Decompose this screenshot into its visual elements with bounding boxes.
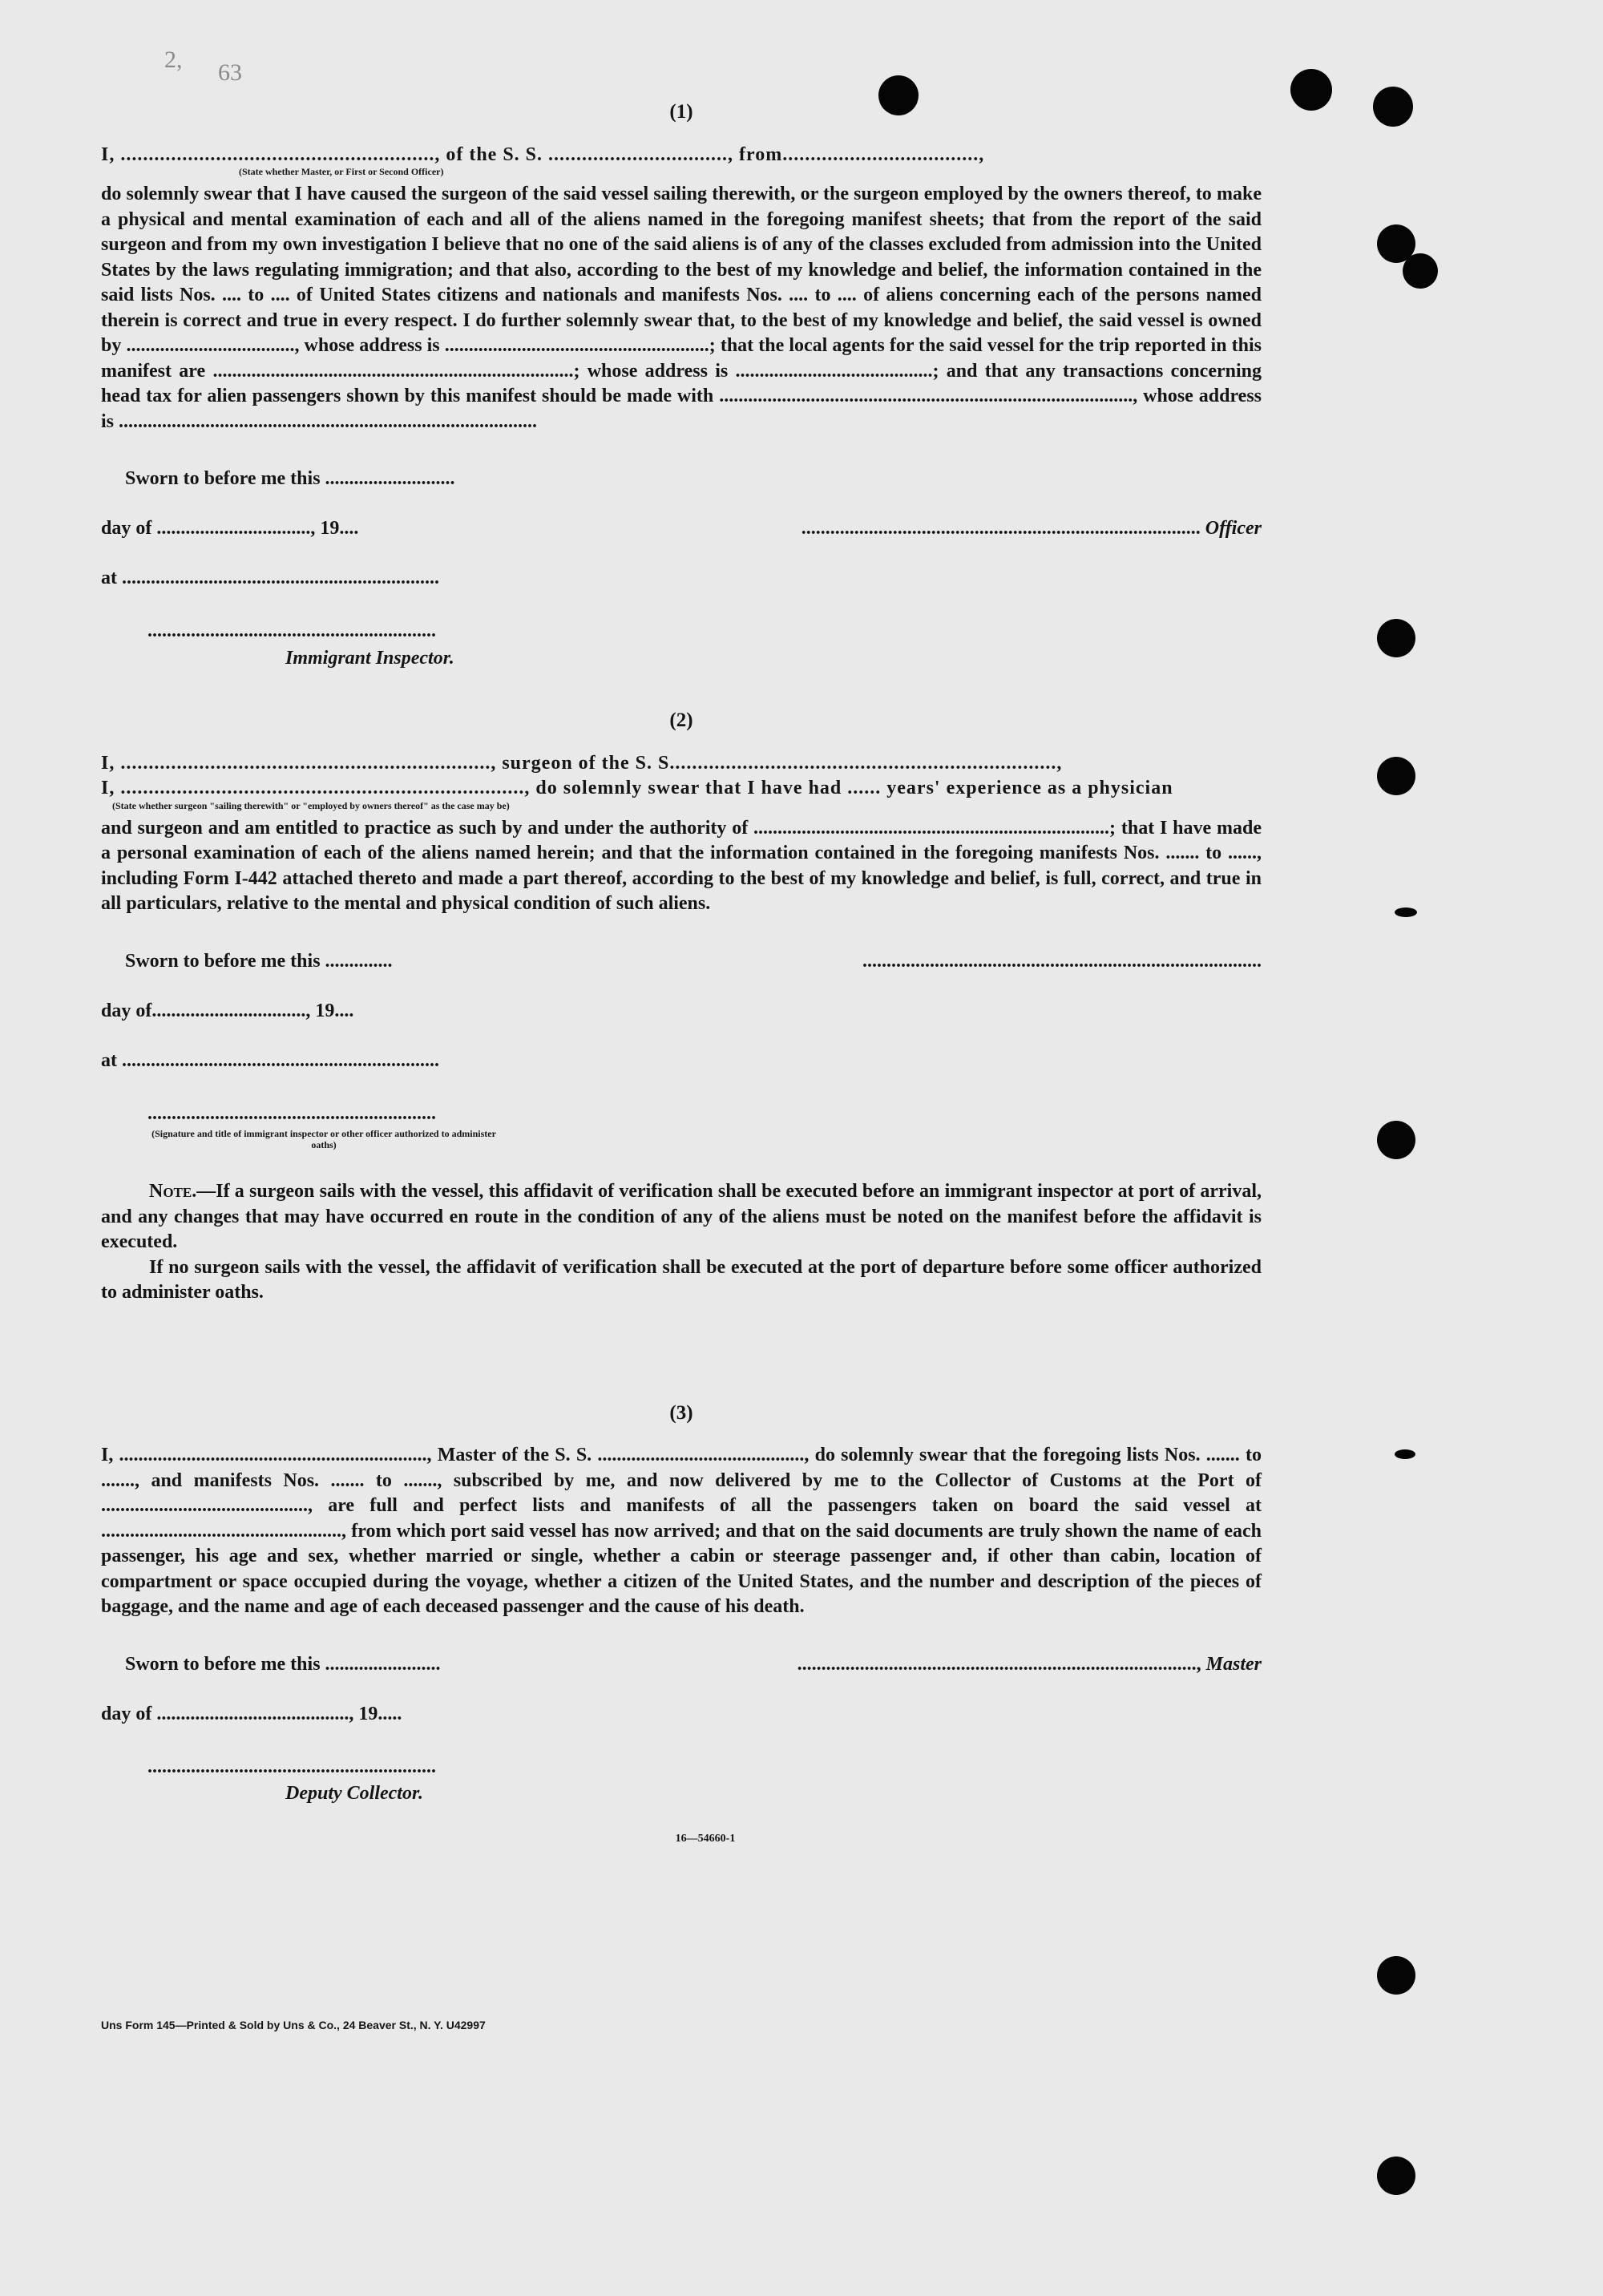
day-line: day of................................, 19....: [101, 1000, 354, 1021]
punch-hole: [1373, 87, 1413, 127]
note-block: [101, 1179, 1262, 1306]
inspector-title: Immigrant Inspector.: [285, 647, 454, 669]
punch-hole: [1377, 1956, 1415, 1995]
punch-hole: [1377, 1121, 1415, 1159]
master-signature: [797, 1652, 1262, 1678]
oath-body: do solemnly swear that I have caused the surgeon of the said vessel sailing therewith, or the surgeon employed by the owners thereof, to make a physical and mental examination of each and all of the aliens named in the foregoing manifest sheets; that from the report of the said surgeon and from my own investigation I believe that no one of the said aliens is of any of the classes excluded from admission into the United States by the laws regulating immigration; and that also, according to the best of my knowledge and belief, the information contained in the said lists Nos. .... to .... of United States citizens and nationals and manifests Nos. .... to .... of aliens concerning each of the persons named therein is correct and true in every respect. I do further solemnly swear that, to the best of my knowledge and belief, the said vessel is owned by ..................................., whose address is .......................................................; that the local agents for the said vessel for the trip reported in this manifest are ...........................................................................; whose address is .........................................; and that any transactions concerning head tax for alien passengers shown by this manifest should be made with ......................................................................................, whose address is .......................................................................................: [101, 184, 1262, 432]
authority-signature-line: ............................................................: [147, 1102, 436, 1124]
section-number: (3): [669, 1401, 693, 1424]
at-line: at ..................................................................: [101, 568, 439, 588]
note-text-2: If no surgeon sails with the vessel, the affidavit of verification shall be executed at the port of departure before some officer authorized to administer oaths.: [101, 1256, 1262, 1303]
sworn-block: [101, 949, 1262, 1151]
master-label: Master: [1205, 1653, 1262, 1675]
sworn-line: Sworn to before me this ..............: [125, 950, 393, 972]
sworn-block: [101, 467, 1262, 671]
day-line: day of ................................, 19....: [101, 518, 359, 539]
inspector-signature-line: ............................................................: [147, 620, 436, 641]
collector-signature-line: ............................................................: [147, 1756, 436, 1777]
page-number-mark: 63: [218, 59, 242, 86]
punch-hole: [1377, 619, 1415, 657]
at-line: at ..................................................................: [101, 1049, 439, 1071]
surgeon-oath-body: and surgeon and am entitled to practice as such by and under the authority of ..........................................................................; that I have made a personal examination of each of the aliens named herein; and that the information contained in the foregoing manifests Nos. ....... to ......, including Form I-442 attached thereto and made a part thereof, according to the best of my knowledge and belief, is full, correct, and true in all particulars, relative to the mental and physical condition of such aliens.: [101, 817, 1262, 914]
form-number: 16—54660-1: [675, 1832, 736, 1845]
surgeon-signature-line: ...................................................................................: [862, 950, 1262, 972]
officer-label: Officer: [1205, 518, 1262, 539]
day-line: day of ........................................, 19.....: [101, 1703, 402, 1724]
master-line: ...................................................................................,: [797, 1653, 1201, 1675]
officer-line: ...................................................................................: [801, 518, 1201, 539]
surgeon-caption: (State whether surgeon "sailing therewith" or "employed by owners thereof" as the case may be): [112, 799, 510, 811]
oath-opening-line: I, ........................................................, of the S. S. ................................, from...................................,: [101, 144, 985, 165]
section-number: (1): [669, 101, 693, 123]
punch-hole: [1290, 69, 1332, 111]
surgeon-opening-line: I, .................................................................., surgeon of the S. S.....................................................................,: [101, 752, 1063, 774]
punch-hole: [1403, 253, 1438, 289]
note-text-1: —If a surgeon sails with the vessel, this affidavit of verification shall be executed before an immigrant inspector at port of arrival, and any changes that may have occurred en route in the condition of any of the aliens must be noted on the manifest before the affidavit is executed.: [101, 1181, 1262, 1252]
collector-title: Deputy Collector.: [285, 1783, 423, 1804]
officer-signature: [802, 516, 1262, 542]
note-label: Note.: [149, 1181, 197, 1202]
sworn-line: Sworn to before me this ........................: [125, 1653, 441, 1675]
section-number: (2): [669, 709, 693, 731]
punch-hole: [1395, 907, 1417, 917]
punch-hole: [1377, 757, 1415, 795]
master-manifest-section: [101, 1401, 1262, 1852]
officer-caption: (State whether Master, or First or Second Officer): [239, 166, 444, 177]
printer-footer: Uns Form 145—Printed & Sold by Uns & Co., 24 Beaver St., N. Y. U42997: [101, 2019, 486, 2031]
master-oath-body: I, ................................................................, Master of the S. S. ..........................................., do solemnly swear that the foregoing lists Nos. ....... to ......., and manifests Nos. ....... to ......., subscribed by me, and now delivered by me to the Collector of Customs at the Port of ..........................................., are full and perfect lists and manifests of all the passengers taken on board the said vessel at .................................................., from which port said vessel has now arrived; and that on the said documents are truly shown the name of each passenger, his age and sex, whether married or single, whether a cabin or steerage passenger and, if other than cabin, location of compartment or space occupied during the voyage, whether a citizen of the United States, and the number and description of the pieces of baggage, and the name and age of each deceased passenger and the cause of his death.: [101, 1445, 1262, 1617]
sworn-block: [101, 1652, 1262, 1852]
oath-document: [101, 99, 1262, 1851]
authority-signature-caption: (Signature and title of immigrant inspector or other officer authorized to administer oaths): [151, 1128, 496, 1150]
punch-hole: [878, 75, 919, 115]
master-oath-section: [101, 99, 1262, 671]
surgeon-oath-section: [101, 708, 1262, 1306]
punch-hole: [1377, 2157, 1415, 2195]
surgeon-experience-line: I, ........................................................................, do solemnly swear that I have had ...... years' experience as a physician: [101, 778, 1173, 798]
corner-mark: 2,: [164, 46, 183, 73]
punch-hole: [1395, 1449, 1415, 1459]
sworn-line: Sworn to before me this ...........................: [125, 468, 455, 489]
